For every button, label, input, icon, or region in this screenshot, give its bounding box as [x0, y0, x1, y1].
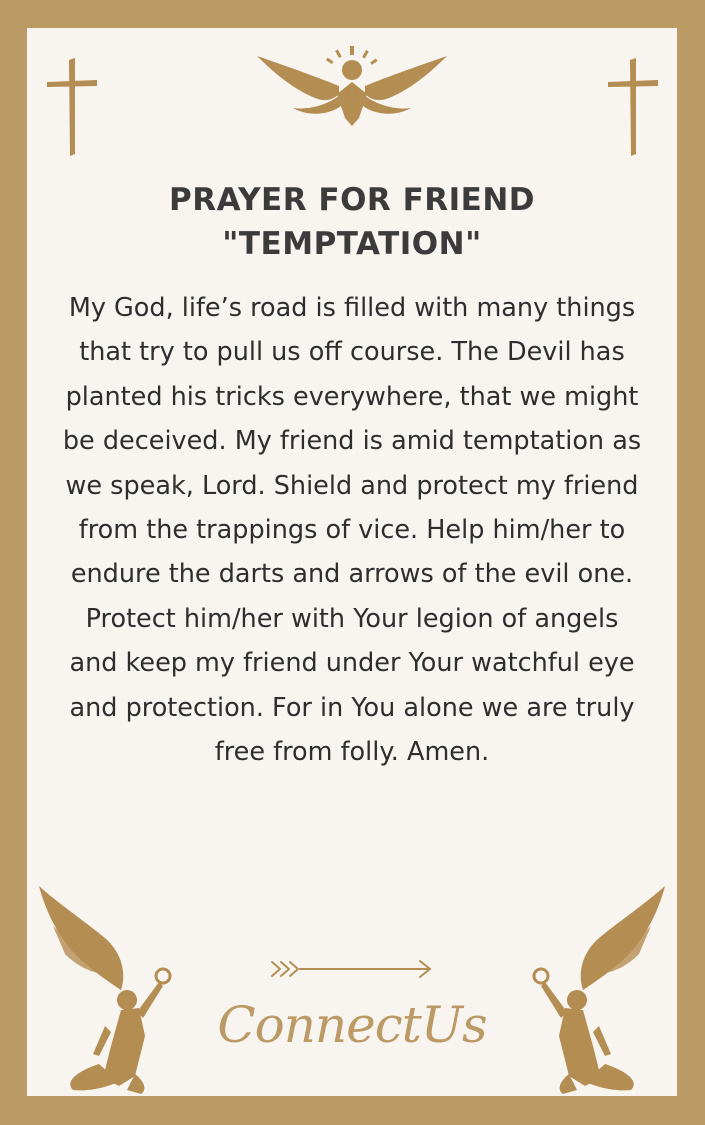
prayer-card: [27, 28, 677, 1096]
cross-icon: [606, 58, 660, 156]
connectus-logo: ConnectUs: [217, 996, 487, 1054]
prayer-text: My God, life’s road is filled with many things that try to pull us off course. The Devil has planted his tricks everywhere, that we might be deceived. My friend is amid temptation as we speak, Lord. Shield and protect my friend from the trappings of vice. Help him/her to endure the darts and arrows of the evil one. Protect him/her with Your legion of angels and keep my friend under Your watchful eye and protection. For in You alone we are truly free from folly. Amen.: [62, 293, 642, 768]
angel-icon: [35, 886, 177, 1096]
prayer-title: [27, 178, 677, 266]
cross-icon: [45, 58, 99, 156]
arrow-icon: [270, 958, 434, 980]
winged-sun-icon: [255, 46, 449, 130]
title-line-2: "TEMPTATION": [222, 226, 482, 262]
title-line-1: PRAYER FOR FRIEND: [168, 182, 536, 218]
angel-icon: [527, 886, 669, 1096]
